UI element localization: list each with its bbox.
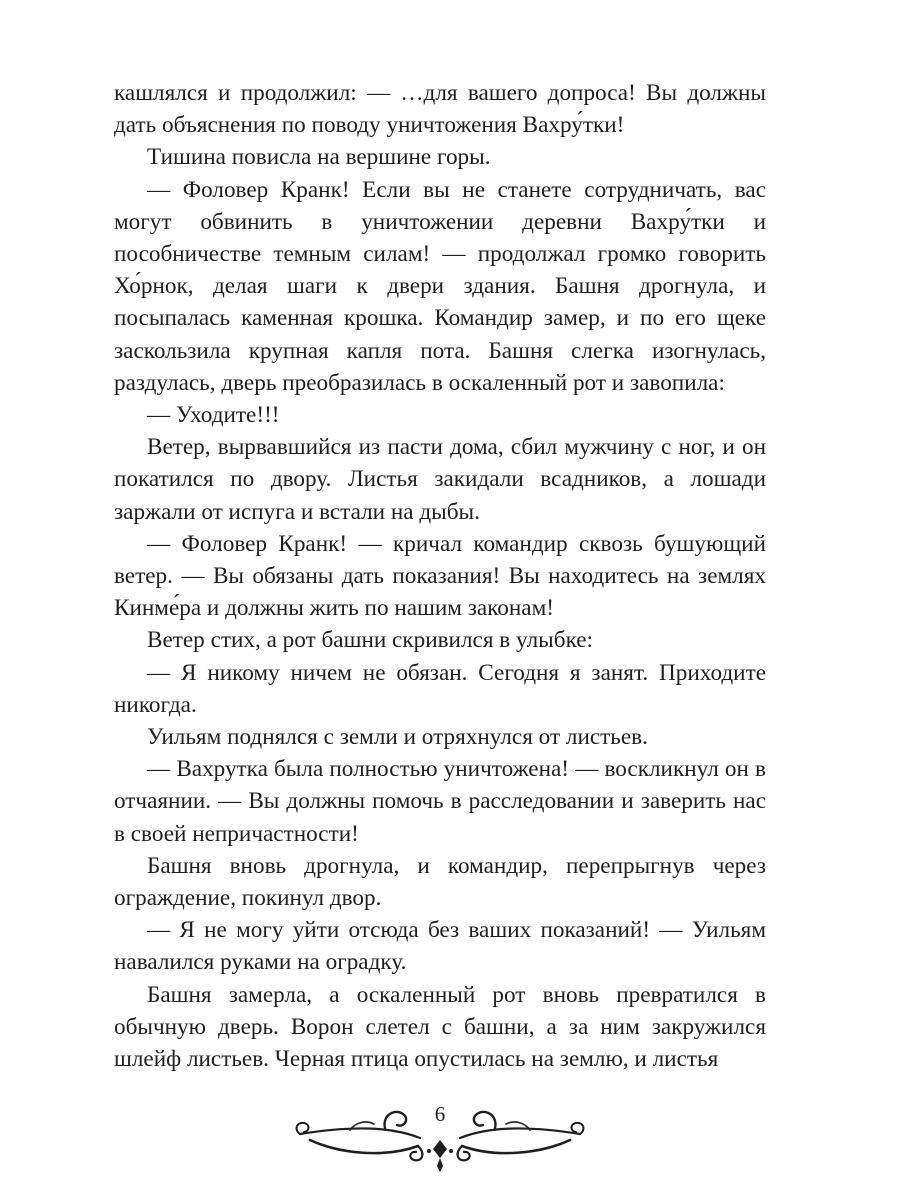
page-footer [290,1096,590,1176]
paragraph: кашлялся и продолжил: — …для вашего допроса! Вы должны дать объяснения по поводу уничтожения Вахру́тки! [114,80,766,139]
paragraph: — Я не могу уйти отсюда без ваших показаний! — Уильям навалился руками на оградку. [114,917,766,976]
paragraph: Ветер, вырвавшийся из пасти дома, сбил мужчину с ног, и он покатился по двору. Листья закидали всадников, а лошади заржали от испуга и встали на дыбы. [114,434,766,525]
paragraph: — Я никому ничем не обязан. Сегодня я занят. Приходите никогда. [114,659,766,718]
paragraph: — Вахрутка была полностью уничтожена! — воскликнул он в отчаянии. — Вы должны помочь в расследовании и заверить нас в своей непричастности! [114,756,766,847]
paragraph: Ветер стих, а рот башни скривился в улыбке: [147,627,593,654]
paragraph: Башня вновь дрогнула, и командир, перепрыгнув через ограждение, покинул двор. [114,852,766,912]
paragraph: Башня замерла, а оскаленный рот вновь превратился в обычную дверь. Ворон слетел с башни, а за ним закружился шлейф листьев. Черная птица опустилась на землю, и листья [114,981,766,1073]
paragraph: Уильям поднялся с земли и отряхнулся от листьев. [147,724,648,751]
paragraph: — Уходите!!! [147,402,280,429]
paragraph: — Фоловер Кранк! Если вы не станете сотрудничать, вас могут обвинить в уничтожении деревни Вахру́тки и пособничестве темным силам! — продолжал громко говорить Хо́рнок, делая шаги к двери здания. Башня дрогнула, и посыпалась каменная крошка. Командир замер, и по его щеке заскользила крупная капля пота. Башня слегка изогнулась, раздулась, дверь преобразилась в оскаленный рот и завопила: [114,176,766,396]
paragraph: Тишина повисла на вершине горы. [147,144,491,171]
page-body [114,77,766,1075]
page-number: 6 [434,1102,446,1126]
paragraph: — Фоловер Кранк! — кричал командир сквозь бушующий ветер. — Вы обязаны дать показания! Вы находитесь на землях Кинме́ра и должны жить по нашим законам! [114,530,766,622]
